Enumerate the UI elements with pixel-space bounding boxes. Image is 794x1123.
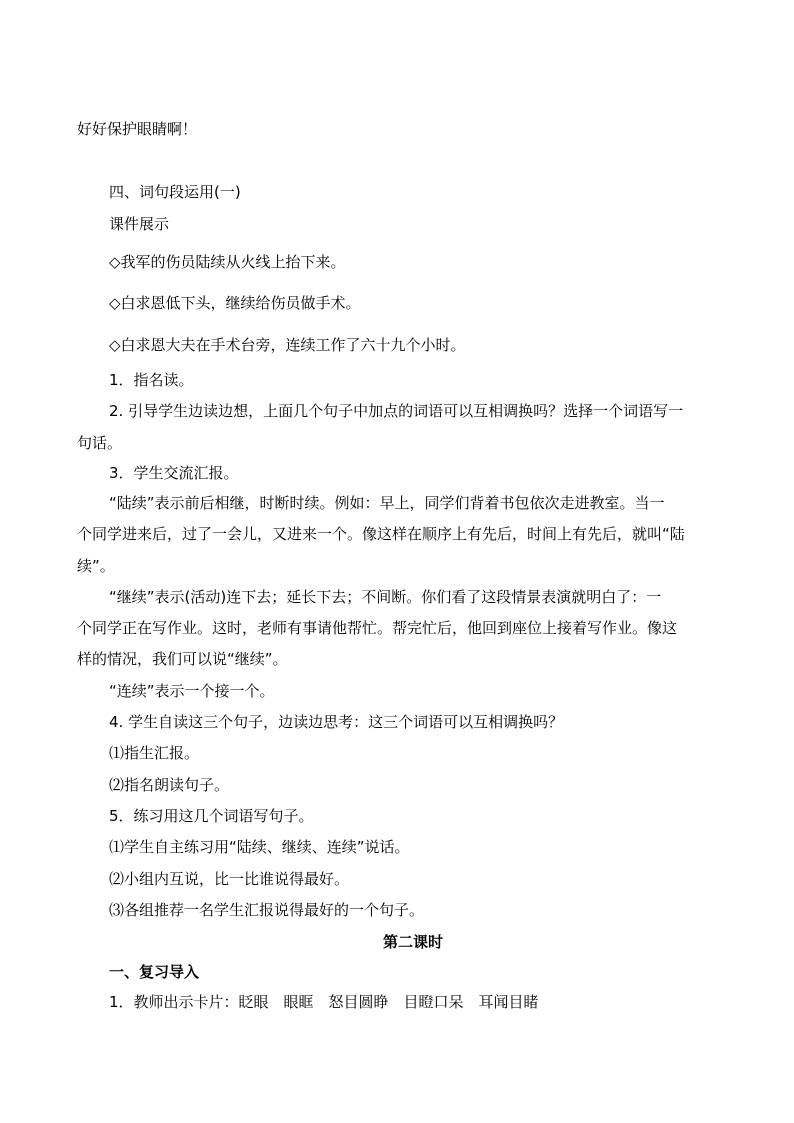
luxu-para-line-2: 个同学进来后，过了一会儿，又进来一个。像这样在顺序上有先后，时间上有先后，就叫“陆 [77, 525, 685, 543]
step-5-sub-2: ⑵小组内互说，比一比谁说得最好。 [109, 870, 350, 888]
step-5-sub-1: ⑴学生自主练习用“陆续、继续、连续”说话。 [109, 838, 410, 856]
step-4-sub-1: ⑴指生汇报。 [109, 744, 200, 762]
luxu-para-line-1: “陆续”表示前后相继，时断时续。例如：早上，同学们背着书包依次走进教室。当一 [109, 494, 665, 512]
intro-line: 好好保护眼睛啊！ [77, 120, 198, 138]
lesson-2-title: 第二课时 [383, 933, 444, 951]
jixu-para-line-3: 样的情况，我们可以说“继续”。 [77, 650, 288, 668]
step-4-sub-2: ⑵指名朗读句子。 [109, 776, 230, 794]
luxu-para-line-3: 续”。 [77, 557, 115, 575]
lianxu-line: “连续”表示一个接一个。 [109, 682, 275, 700]
jixu-para-line-2: 个同学正在写作业。这时，老师有事请他帮忙。帮完忙后，他回到座位上接着写作业。像这 [77, 619, 678, 637]
step-3: 3．学生交流汇报。 [109, 464, 239, 482]
example-sentence-1: ◇我军的伤员陆续从火线上抬下来。 [109, 253, 346, 271]
example-sentence-2: ◇白求恩低下头，继续给伤员做手术。 [109, 294, 361, 312]
section4-heading: 四、词句段运用(一) [109, 183, 241, 201]
step-5: 5．练习用这几个词语写句子。 [109, 807, 314, 825]
review-heading: 一、复习导入 [109, 963, 200, 981]
step-1: 1．指名读。 [109, 371, 194, 389]
courseware-label: 课件展示 [109, 215, 170, 233]
step-2-line-2: 句话。 [77, 434, 123, 452]
step-5-sub-3: ⑶各组推荐一名学生汇报说得最好的一个句子。 [109, 901, 425, 919]
step-4: 4. 学生自读这三个句子，边读边思考：这三个词语可以互相调换吗？ [109, 713, 564, 731]
example-sentence-3: ◇白求恩大夫在手术台旁，连续工作了六十九个小时。 [109, 336, 466, 354]
review-step-1: 1．教师出示卡片：眨眼 眼眶 怒目圆睁 目瞪口呆 耳闻目睹 [109, 993, 539, 1011]
step-2-line-1: 2. 引导学生边读边想，上面几个句子中加点的词语可以互相调换吗？选择一个词语写一 [109, 402, 684, 420]
jixu-para-line-1: “继续”表示(活动)连下去；延长下去；不间断。你们看了这段情景表演就明白了：一 [109, 588, 662, 606]
